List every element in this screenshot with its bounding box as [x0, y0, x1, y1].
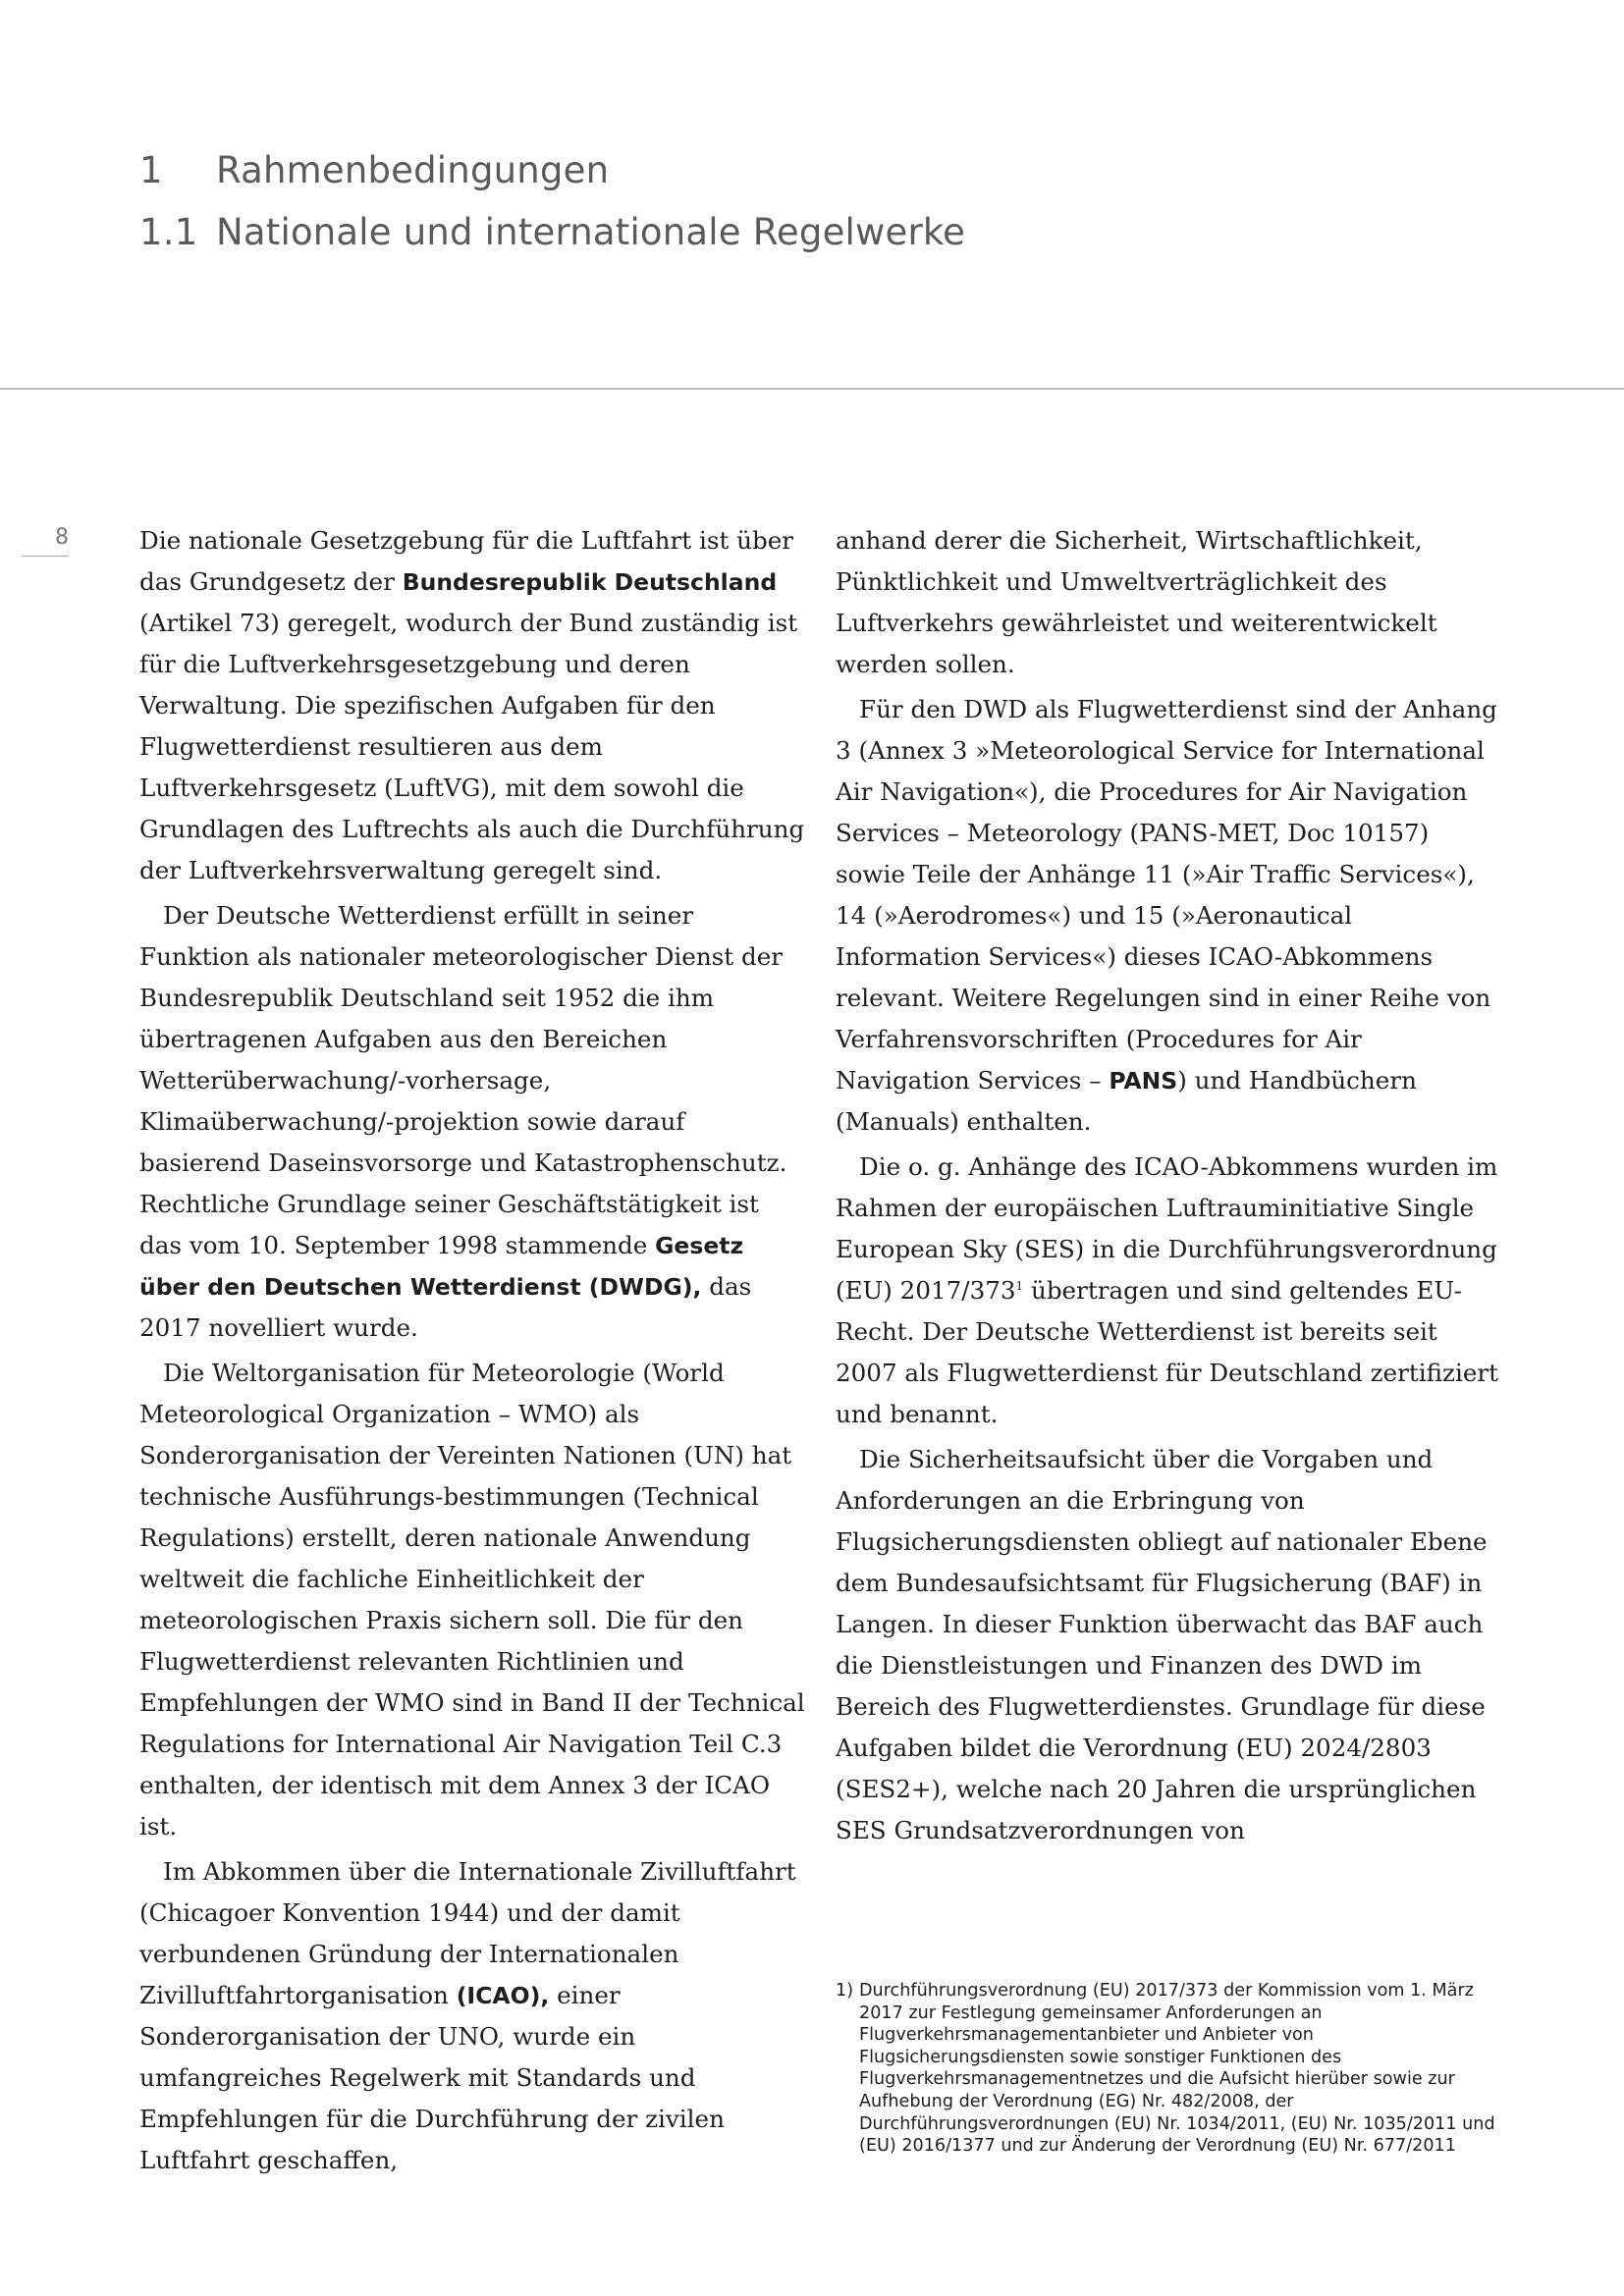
bold-term: Bundesrepublik Deutschland — [402, 568, 778, 596]
footnote-reference: 1 — [1015, 1278, 1024, 1293]
paragraph-text: anhand derer die Sicherheit, Wirtschaftlichkeit, Pünktlichkeit und Umweltverträglichkeit des Luftverkehrs gewährleistet und weiterentwickelt werden sollen. — [836, 526, 1437, 678]
paragraph — [139, 520, 807, 891]
paragraph-text: einer Sonderorganisation der UNO, wurde ein umfangreiches Regelwerk mit Standards und Empfehlungen für die Durchführung der zivilen Luftfahrt geschaffen, — [139, 1981, 725, 2174]
header-divider — [0, 388, 1624, 390]
section-heading — [139, 211, 965, 253]
footnote-text: Durchführungsverordnung (EU) 2017/373 der Kommission vom 1. März 2017 zur Festlegung gemeinsamer Anforderungen an Flugverkehrsmanagementanbieter und Anbieter von Flugsicherungsdiensten sowie sonstiger Funktionen des Flugverkehrsmanagementnetzes und die Aufsicht hierüber sowie zur Aufhebung der Verordnung (EG) Nr. 482/2008, der Durchführungsverordnungen (EU) Nr. 1034/2011, (EU) Nr. 1035/2011 und (EU) 2016/1377 und zur Änderung der Verordnung (EU) Nr. 677/2011 — [859, 1981, 1495, 2157]
paragraph — [836, 1439, 1503, 1851]
paragraph-text: (Artikel 73) geregelt, wodurch der Bund zuständig ist für die Luftverkehrsgesetzgebung und deren Verwaltung. Die spezifischen Aufgaben für den Flugwetterdienst resultieren aus dem Luftverkehrsgesetz (LuftVG), mit dem sowohl die Grundlagen des Luftrechts als auch die Durchführung der Luftverkehrsverwaltung geregelt sind. — [139, 609, 805, 884]
paragraph — [139, 1353, 807, 1847]
bold-term: PANS — [1109, 1067, 1178, 1095]
paragraph-text: Der Deutsche Wetterdienst erfüllt in seiner Funktion als nationaler meteorologischer Dienst der Bundesrepublik Deutschland seit 1952 die ihm übertragenen Aufgaben aus den Bereichen Wetterüberwachung/-vorhersage, Klimaüberwachung/-projektion sowie darauf basierend Daseinsvorsorge und Katastrophenschutz. Rechtliche Grundlage seiner Geschäftstätigkeit ist das vom 10. September 1998 stammende — [139, 901, 787, 1259]
paragraph-text: ) und Handbüchern (Manuals) enthalten. — [836, 1066, 1417, 1136]
paragraph — [139, 1851, 807, 2181]
section-number: 1.1 — [139, 211, 198, 253]
bold-term: (ICAO), — [456, 1982, 550, 2009]
paragraph-text: Die o. g. Anhänge des ICAO-Abkommens wurden im Rahmen der europäischen Luftrauminitiative Single European Sky (SES) in die Durchführungsverordnung (EU) 2017/373 — [836, 1152, 1498, 1305]
paragraph — [139, 895, 807, 1349]
paragraph-text: Die nationale Gesetzgebung für die Luftfahrt ist über das Grundgesetz der — [139, 526, 794, 596]
paragraph — [836, 689, 1503, 1143]
bold-term: Gesetz über den Deutschen Wetterdienst (DWDG), — [139, 1232, 744, 1301]
section-title: Nationale und internationale Regelwerke — [216, 211, 966, 253]
footnote — [836, 1980, 1513, 2158]
paragraph — [836, 520, 1503, 685]
chapter-heading — [139, 149, 609, 191]
paragraph-text: das 2017 novelliert wurde. — [139, 1272, 752, 1342]
page-number: 8 — [22, 525, 69, 557]
chapter-number: 1 — [139, 149, 163, 191]
paragraph-text: Für den DWD als Flugwetterdienst sind der Anhang 3 (Annex 3 »Meteorological Service for International Air Navigation«), die Procedures for Air Navigation Services – Meteorology (PANS-MET, Doc 10157) sowie Teile der Anhänge 11 (»Air Traffic Services«), 14 (»Aerodromes«) und 15 (»Aeronautical Information Services«) dieses ICAO-Abkommens relevant. Weitere Regelungen sind in einer Reihe von Verfahrensvorschriften (Procedures for Air Navigation Services – — [836, 695, 1497, 1095]
paragraph-text: übertragen und sind geltendes EU-Recht. Der Deutsche Wetterdienst ist bereits seit 2007 als Flugwetterdienst für Deutschland zertifiziert und benannt. — [836, 1276, 1499, 1428]
paragraph-text: Im Abkommen über die Internationale Zivilluftfahrt (Chicagoer Konvention 1944) und der damit verbundenen Gründung der Internationalen Zivilluftfahrtorganisation — [139, 1857, 796, 2009]
footnote-label: 1) — [836, 1981, 854, 2001]
paragraph-text: Die Weltorganisation für Meteorologie (World Meteorological Organization – WMO) als Sonderorganisation der Vereinten Nationen (UN) hat technische Ausführungs-bestimmungen (Technical Regulations) erstellt, deren nationale Anwendung weltweit die fachliche Einheitlichkeit der meteorologischen Praxis sichern soll. Die für den Flugwetterdienst relevanten Richtlinien und Empfehlungen der WMO sind in Band II der Technical Regulations for International Air Navigation Teil C.3 enthalten, der identisch mit dem Annex 3 der ICAO ist. — [139, 1359, 805, 1841]
paragraph — [836, 1147, 1503, 1435]
paragraph-text: Die Sicherheitsaufsicht über die Vorgaben und Anforderungen an die Erbringung von Flugsicherungsdiensten obliegt auf nationaler Ebene dem Bundesaufsichtsamt für Flugsicherung (BAF) in Langen. In dieser Funktion überwacht das BAF auch die Dienstleistungen und Finanzen des DWD im Bereich des Flugwetterdienstes. Grundlage für diese Aufgaben bildet die Verordnung (EU) 2024/2803 (SES2+), welche nach 20 Jahren die ursprünglichen SES Grundsatzverordnungen von — [836, 1445, 1488, 1844]
chapter-title: Rahmenbedingungen — [216, 149, 610, 191]
left-column — [139, 520, 807, 2185]
right-column — [836, 520, 1503, 1855]
